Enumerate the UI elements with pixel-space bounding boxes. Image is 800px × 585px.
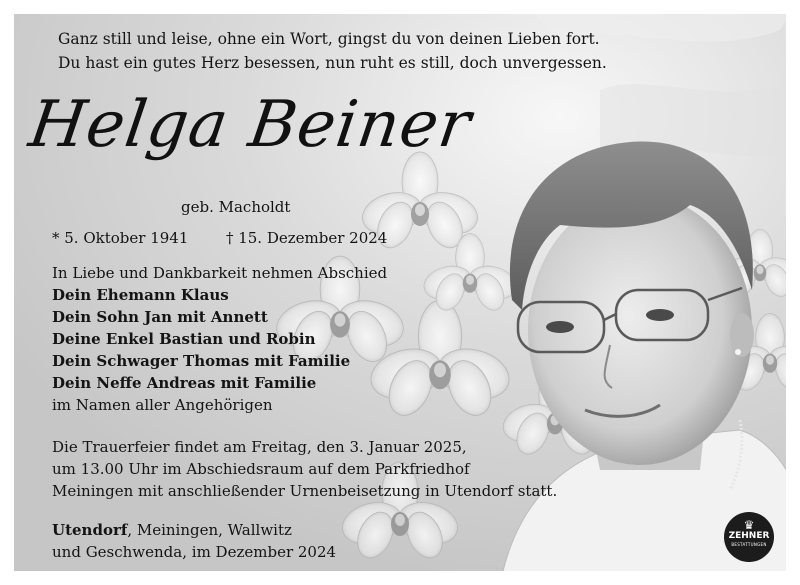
logo-name: ZEHNER [728, 531, 770, 541]
mourners-intro: In Liebe und Dankbarkeit nehmen Abschied [52, 264, 388, 282]
poem-line-2: Du hast ein gutes Herz besessen, nun ruht es still, doch unvergessen. [58, 54, 607, 72]
poem [58, 27, 618, 75]
maiden-name: geb. Macholdt [181, 198, 291, 216]
service-line-2: um 13.00 Uhr im Abschiedsraum auf dem Parkfriedhof [52, 460, 470, 478]
deceased-name: Helga Beiner [24, 88, 476, 162]
service-line-1: Die Trauerfeier findet am Freitag, den 3. Januar 2025, [52, 438, 467, 456]
place-and-date [52, 519, 512, 563]
service-line-3: Meiningen mit anschließender Urnenbeisetzung in Utendorf statt. [52, 482, 558, 500]
mourner-line: Dein Schwager Thomas mit Familie [52, 352, 351, 370]
place-line-2: und Geschwenda, im Dezember 2024 [52, 543, 337, 561]
logo-mark: ♛ [743, 518, 755, 532]
mourners-list [52, 262, 512, 416]
place-rest: , Meiningen, Wallwitz [127, 521, 292, 539]
zehner-logo-icon [724, 512, 774, 562]
mourner-line: Deine Enkel Bastian und Robin [52, 330, 316, 348]
life-dates [52, 227, 387, 249]
death-date: † 15. Dezember 2024 [225, 229, 388, 247]
mourner-line: Dein Neffe Andreas mit Familie [52, 374, 317, 392]
mourner-line: Dein Sohn Jan mit Annett [52, 308, 268, 326]
logo-sub: BESTATTUNGEN [731, 542, 767, 547]
service-info [52, 436, 612, 502]
birth-date: * 5. Oktober 1941 [52, 229, 189, 247]
mourner-line: Dein Ehemann Klaus [52, 286, 229, 304]
place-town: Utendorf [52, 521, 128, 539]
mourners-outro: im Namen aller Angehörigen [52, 396, 273, 414]
poem-line-1: Ganz still und leise, ohne ein Wort, gingst du von deinen Lieben fort. [58, 30, 600, 48]
